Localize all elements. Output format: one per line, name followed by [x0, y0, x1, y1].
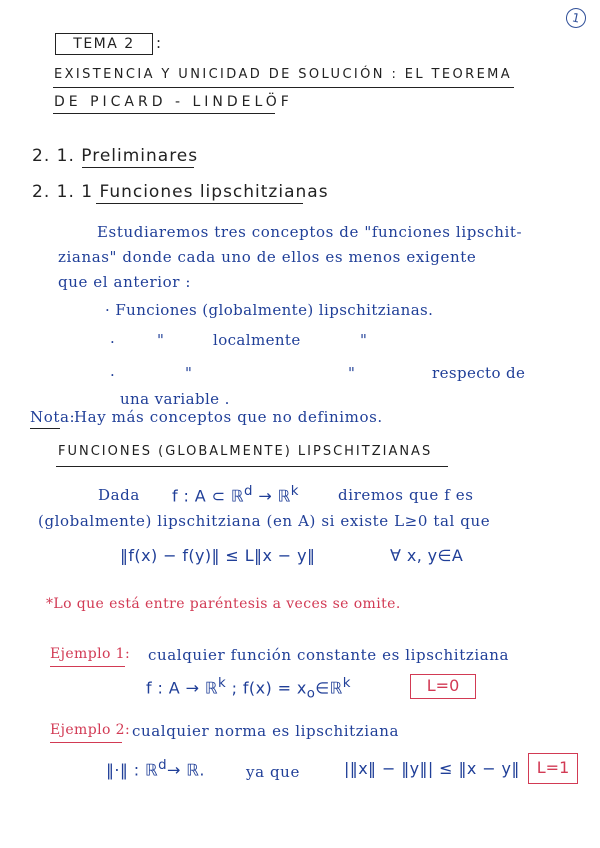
bullet-local-quote-2: " [360, 331, 368, 349]
bullet-variable-quote-2: " [348, 364, 356, 382]
section-heading: 2. 1. Preliminares [32, 146, 199, 166]
tema-box: TEMA 2 [55, 33, 153, 55]
example-1-map [146, 676, 351, 702]
example-2-norm-text: ‖·‖ : ℝ [106, 760, 159, 780]
example-1-constant: ; f(x) = x [231, 678, 307, 698]
subsection-title-underline [56, 466, 448, 467]
title-underline-1 [53, 87, 514, 88]
intro-line-3: que el anterior : [58, 273, 192, 291]
definition-codomain-text: → ℝ [258, 486, 291, 506]
title-underline-2 [53, 113, 275, 114]
definition-codomain-dim: k [290, 484, 299, 499]
definition-diremos: diremos que f es [338, 486, 474, 504]
chapter-title-line1: EXISTENCIA Y UNICIDAD DE SOLUCIÓN : EL TEOREMA [54, 67, 513, 82]
example-2-label: Ejemplo 2: [50, 722, 131, 738]
example-1-constant-dim: k [342, 676, 351, 691]
example-1-text: cualquier función constante es lipschitziana [148, 646, 510, 664]
example-2-norm-end: → ℝ. [167, 760, 205, 780]
example-1-label-underline [50, 666, 125, 667]
intro-line-1: Estudiaremos tres conceptos de "funciones lipschit- [97, 223, 523, 241]
parenthesis-note: *Lo que está entre paréntesis a veces se omite. [46, 596, 401, 612]
bullet-local-dot: · [110, 333, 116, 351]
example-2-ya-que: ya que [246, 763, 300, 781]
subsection-heading: 2. 1. 1 Funciones lipschitzianas [32, 182, 329, 202]
definition-dada: Dada [98, 486, 140, 504]
bullet-local-quote-1: " [157, 331, 165, 349]
subsection-title: FUNCIONES (GLOBALMENTE) LIPSCHITZIANAS [58, 444, 433, 459]
lipschitz-constant-box-2: L=1 [528, 753, 578, 784]
section-heading-underline [82, 167, 194, 168]
subsection-heading-underline [96, 203, 303, 204]
definition-domain [172, 484, 299, 505]
example-1-constant-end: ∈ℝ [315, 678, 343, 698]
nota-label: Nota: [30, 408, 76, 426]
bullet-global: · Funciones (globalmente) lipschitzianas. [105, 301, 434, 319]
example-1-constant-sub: o [306, 686, 316, 702]
definition-line-2: (globalmente) lipschitziana (en A) si existe L≥0 tal que [38, 512, 491, 530]
example-2-text: cualquier norma es lipschitziana [132, 722, 400, 740]
lipschitz-formula: ‖f(x) − f(y)‖ ≤ L‖x − y‖ [120, 546, 316, 565]
definition-domain-text: f : A ⊂ ℝ [172, 486, 244, 506]
lipschitz-constant-box-1: L=0 [410, 674, 476, 699]
tema-colon: : [156, 34, 162, 52]
definition-domain-dim: d [244, 484, 253, 499]
page-number: 1 [564, 6, 588, 30]
nota-text: Hay más conceptos que no definimos. [74, 408, 383, 426]
bullet-local-text: localmente [213, 331, 301, 349]
intro-line-2: zianas" donde cada uno de ellos es menos exigente [58, 248, 477, 266]
bullet-variable-text: respecto de [432, 364, 526, 382]
bullet-variable-line-2: una variable . [120, 390, 230, 408]
bullet-variable-quote-1: " [185, 364, 193, 382]
example-2-norm-dim: d [158, 758, 167, 773]
reverse-triangle-inequality: |‖x‖ − ‖y‖| ≤ ‖x − y‖ [344, 759, 520, 778]
example-1-map-text: f : A → ℝ [146, 678, 218, 698]
example-1-map-dim: k [218, 676, 227, 691]
bullet-variable-dot: · [110, 366, 116, 384]
example-2-norm-map [106, 758, 205, 779]
example-2-label-underline [50, 742, 122, 743]
chapter-title-line2: DE PICARD - LINDELÖF [54, 94, 293, 110]
example-1-label: Ejemplo 1: [50, 646, 131, 662]
for-all-xy: ∀ x, y∈A [390, 546, 464, 565]
nota-label-underline [30, 428, 60, 429]
